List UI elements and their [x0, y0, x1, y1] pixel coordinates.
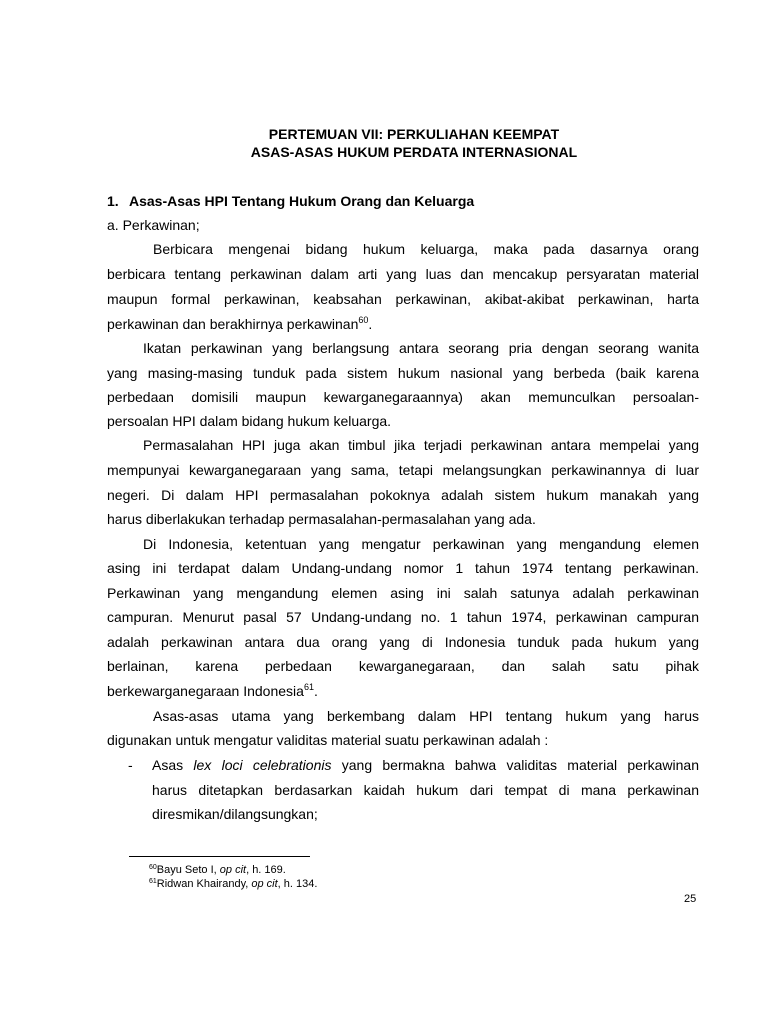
page-number: 25: [684, 893, 697, 905]
paragraph-text: perkawinan dan berakhirnya perkawinan: [107, 316, 359, 332]
paragraph-text: berkewarganegaraan Indonesia: [107, 683, 304, 699]
paragraph-line: [107, 682, 699, 700]
paragraph-line: Ikatan perkawinan yang berlangsung antara seorang pria dengan seorang wanita: [143, 340, 699, 356]
paragraph-line: campuran. Menurut pasal 57 Undang-undang no. 1 tahun 1974, perkawinan campuran: [107, 609, 699, 625]
footnote-text: , h. 134.: [277, 878, 318, 890]
paragraph-line: Perkawinan yang mengandung elemen asing ini salah satunya adalah perkawinan: [107, 585, 699, 601]
paragraph-line: negeri. Di dalam HPI permasalahan pokoknya adalah sistem hukum manakah yang: [107, 487, 699, 503]
paragraph-line: Asas-asas utama yang berkembang dalam HPI tentang hukum yang harus: [153, 708, 699, 724]
footnote-ref: 60: [358, 315, 369, 325]
section-title: Asas-Asas HPI Tentang Hukum Orang dan Keluarga: [129, 193, 475, 209]
section-heading: [107, 192, 474, 210]
footnote-number: 61: [149, 878, 157, 885]
paragraph-line: [107, 315, 699, 333]
paragraph-line: maupun formal perkawinan, keabsahan perkawinan, akibat-akibat perkawinan, harta: [107, 291, 699, 307]
footnote-text: Bayu Seto I,: [156, 864, 220, 876]
paragraph-line: Permasalahan HPI juga akan timbul jika terjadi perkawinan antara mempelai yang: [143, 437, 699, 453]
paragraph-line: mempunyai kewarganegaraan yang sama, tetapi melangsungkan perkawinannya di luar: [107, 462, 699, 478]
paragraph-line: asing ini terdapat dalam Undang-undang nomor 1 tahun 1974 tentang perkawinan.: [107, 560, 699, 576]
paragraph-line: persoalan HPI dalam bidang hukum keluarga.: [107, 413, 392, 429]
paragraph-line: harus diberlakukan terhadap permasalahan-permasalahan yang ada.: [107, 511, 536, 527]
paragraph-line: yang masing-masing tunduk pada sistem hukum nasional yang berbeda (baik karena: [107, 365, 699, 381]
footnote-number: 60: [149, 864, 157, 871]
paragraph-line: berbicara tentang perkawinan dalam arti yang luas dan mencakup persyaratan material: [107, 266, 699, 282]
paragraph-punct: .: [368, 316, 373, 332]
footnote-text: , h. 169.: [246, 864, 286, 876]
paragraph-line: Di Indonesia, ketentuan yang mengatur perkawinan yang mengandung elemen: [143, 536, 699, 552]
paragraph-punct: .: [313, 683, 318, 699]
bullet-line: [152, 756, 699, 774]
footnote-cite: op cit: [251, 878, 278, 890]
paragraph-line: Berbicara mengenai bidang hukum keluarga, maka pada dasarnya orang: [153, 241, 699, 257]
paragraph-line: adalah perkawinan antara dua orang yang di Indonesia tunduk pada hukum yang: [107, 634, 699, 650]
footnote: [149, 877, 317, 891]
paragraph-line: perbedaan domisili maupun kewarganegaraannya) akan memunculkan persoalan-: [107, 389, 699, 405]
bullet-dash: -: [128, 757, 133, 773]
bullet-line: diresmikan/dilangsungkan;: [152, 806, 318, 822]
section-number: 1.: [107, 193, 119, 209]
paragraph-line: digunakan untuk mengatur validitas material suatu perkawinan adalah :: [107, 732, 549, 748]
paragraph-line: berlainan, karena perbedaan kewarganegaraan, dan salah satu pihak: [107, 658, 699, 674]
subsection-label: a. Perkawinan;: [107, 217, 200, 233]
bullet-text: yang bermakna bahwa validitas material perkawinan: [331, 757, 699, 773]
footnote: [149, 863, 286, 877]
bullet-term: lex loci celebrationis: [193, 757, 332, 773]
document-title-line-2: ASAS-ASAS HUKUM PERDATA INTERNASIONAL: [250, 144, 578, 160]
bullet-text: Asas: [152, 757, 194, 773]
footnote-text: Ridwan Khairandy,: [156, 878, 252, 890]
footnote-separator: [129, 856, 310, 857]
bullet-line: harus ditetapkan berdasarkan kaidah hukum dari tempat di mana perkawinan: [152, 782, 699, 798]
footnote-ref: 61: [303, 682, 314, 692]
document-title-line-1: PERTEMUAN VII: PERKULIAHAN KEEMPAT: [268, 126, 560, 142]
footnote-cite: op cit: [219, 864, 247, 876]
